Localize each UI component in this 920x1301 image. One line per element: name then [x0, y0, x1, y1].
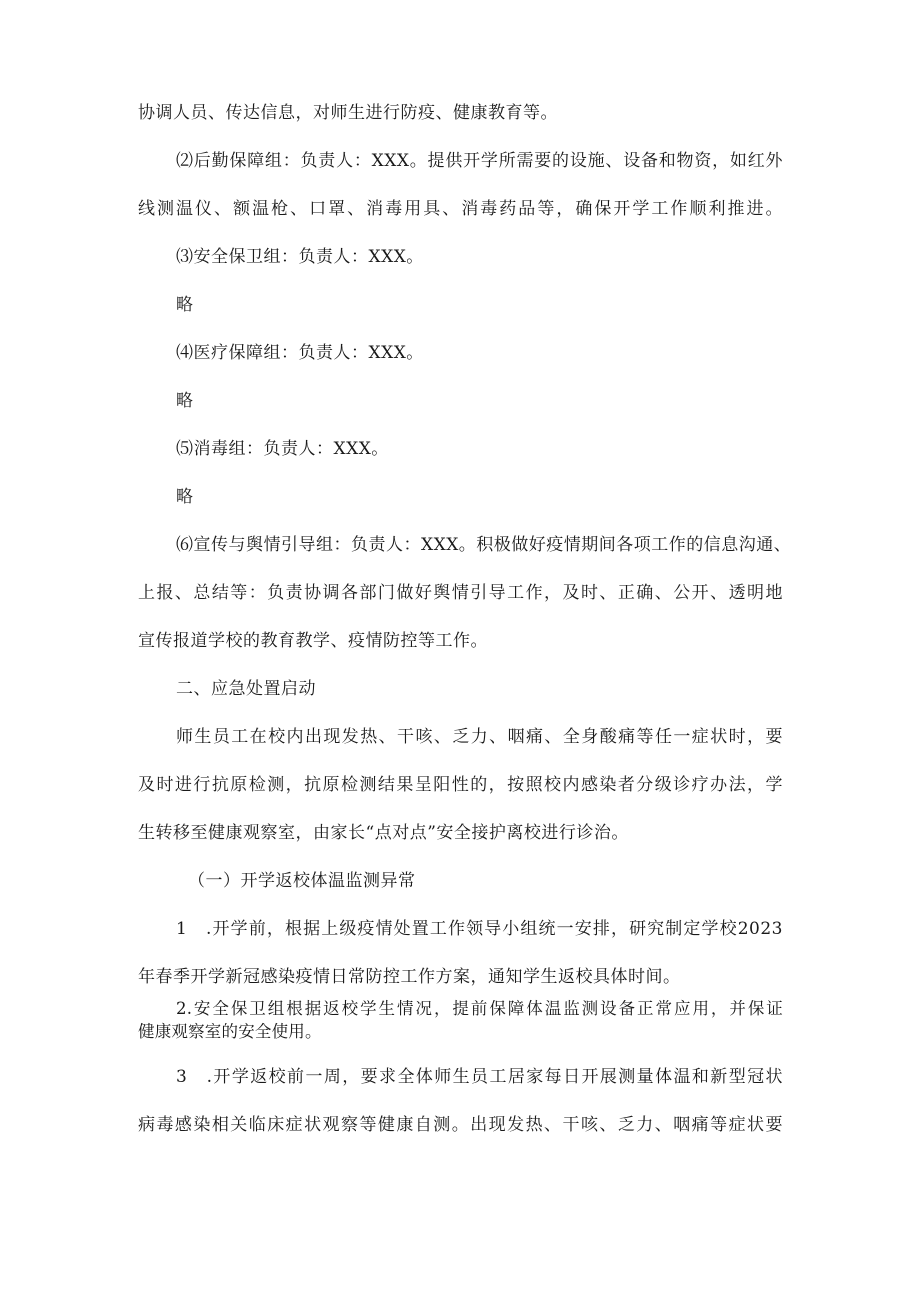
text-line: 师生员工在校内出现发热、干咳、乏力、咽痛、全身酸痛等任一症状时，要	[176, 727, 783, 747]
text-line: 年春季开学新冠感染疫情日常防控工作方案，通知学生返校具体时间。	[138, 967, 681, 987]
text-line: ⑵后勤保障组：负责人：XXX。提供开学所需要的设施、设备和物资，如红外	[176, 151, 783, 171]
text-line: 上报、总结等：负责协调各部门做好舆情引导工作，及时、正确、公开、透明地	[138, 583, 783, 603]
text-line: 略	[176, 295, 194, 315]
text-line: 及时进行抗原检测，抗原检测结果呈阳性的，按照校内感染者分级诊疗办法，学	[138, 775, 783, 795]
text-line: 健康观察室的安全使用。	[138, 1022, 322, 1041]
text-line: 协调人员、传达信息，对师生进行防疫、健康教育等。	[138, 103, 558, 123]
text-line: 病毒感染相关临床症状观察等健康自测。出现发热、干咳、乏力、咽痛等症状要	[138, 1115, 783, 1135]
text-line: ⑸消毒组：负责人：XXX。	[176, 439, 389, 459]
section-heading: 二、应急处置启动	[176, 679, 316, 699]
text-line: 略	[176, 487, 194, 507]
text-line: 2.安全保卫组根据返校学生情况，提前保障体温监测设备正常应用，并保证	[176, 999, 783, 1018]
text-line: 略	[176, 391, 194, 411]
text-line: ⑹宣传与舆情引导组：负责人：XXX。积极做好疫情期间各项工作的信息沟通、	[176, 535, 792, 555]
text-line: 3 .开学返校前一周，要求全体师生员工居家每日开展测量体温和新型冠状	[176, 1067, 783, 1087]
text-line: 线测温仪、额温枪、口罩、消毒用具、消毒药品等，确保开学工作顺利推进。	[138, 199, 783, 219]
subsection-heading: （一）开学返校体温监测异常	[188, 871, 416, 891]
text-line: ⑶安全保卫组：负责人：XXX。	[176, 247, 424, 267]
text-line: ⑷医疗保障组：负责人：XXX。	[176, 343, 424, 363]
text-line: 1 .开学前，根据上级疫情处置工作领导小组统一安排，研究制定学校2023	[176, 919, 783, 939]
text-line: 宣传报道学校的教育教学、疫情防控等工作。	[138, 631, 488, 651]
text-line: 生转移至健康观察室，由家长“点对点”安全接护离校进行诊治。	[138, 823, 629, 843]
